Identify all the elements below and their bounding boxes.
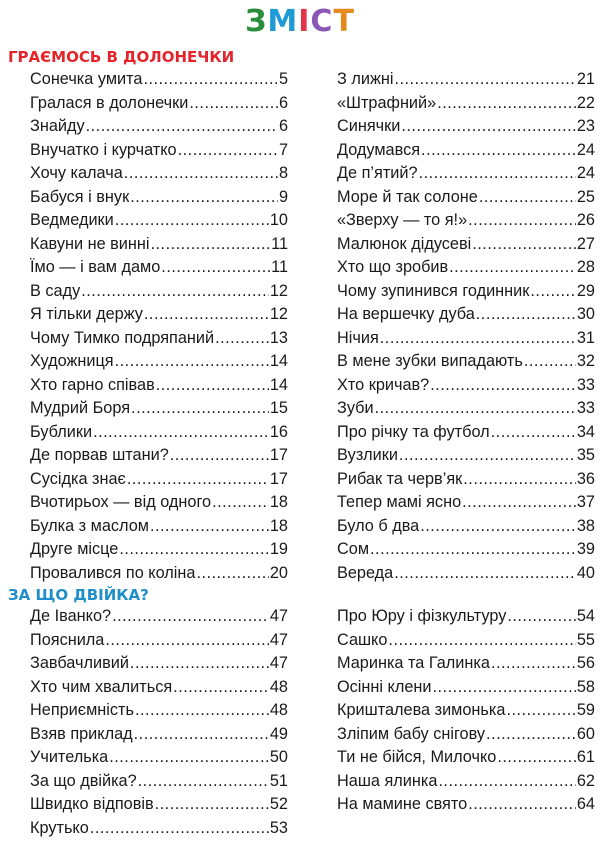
- dot-leader: [155, 795, 269, 814]
- toc-entry-page: 5: [278, 70, 288, 88]
- dot-leader: [394, 70, 575, 89]
- toc-entry[interactable]: [337, 493, 595, 517]
- toc-entry-page: 28: [576, 258, 595, 276]
- toc-entry[interactable]: [337, 701, 595, 725]
- toc-entry-title: Хто кричав?: [337, 375, 430, 394]
- toc-entry-page: 6: [278, 93, 288, 112]
- toc-entry-page: 27: [576, 234, 595, 253]
- toc-entry[interactable]: [337, 631, 595, 655]
- toc-entry-page: 26: [576, 211, 595, 229]
- toc-entry-page: 60: [576, 724, 595, 743]
- toc-entry[interactable]: [337, 141, 595, 165]
- toc-entry[interactable]: [30, 423, 288, 447]
- toc-entry-title: Я тільки держу: [30, 305, 143, 323]
- toc-entry[interactable]: [30, 631, 288, 655]
- dot-leader: [375, 399, 576, 418]
- toc-entry-title: Де п’ятий?: [337, 164, 418, 182]
- dot-leader: [479, 188, 576, 207]
- toc-entry-title: Внучатко і курчатко: [30, 140, 177, 159]
- toc-entry-title: Хто чим хвалиться: [30, 677, 173, 696]
- toc-entry[interactable]: [30, 352, 288, 376]
- toc-entry-page: 36: [576, 469, 595, 488]
- toc-entry[interactable]: [337, 470, 595, 494]
- toc-entry-title: Швидко відповів: [30, 795, 154, 813]
- toc-entry-page: 18: [269, 493, 288, 511]
- toc-entry-page: 47: [269, 607, 288, 625]
- toc-entry[interactable]: [30, 540, 288, 564]
- dot-leader: [124, 164, 278, 183]
- toc-entry[interactable]: [30, 772, 288, 796]
- toc-entry[interactable]: [337, 376, 595, 400]
- dot-leader: [161, 258, 270, 277]
- toc-entry-title: На мамине свято: [337, 795, 468, 813]
- toc-entry[interactable]: [337, 235, 595, 259]
- dot-leader: [196, 564, 268, 583]
- toc-entry[interactable]: [30, 470, 288, 494]
- dot-leader: [497, 748, 576, 767]
- toc-entry[interactable]: [337, 94, 595, 118]
- toc-entry-title: Додумався: [337, 140, 421, 159]
- toc-entry-page: 55: [576, 630, 595, 649]
- dot-leader: [437, 94, 576, 113]
- toc-entry-title: Сом: [337, 540, 370, 558]
- toc-entry[interactable]: [30, 819, 288, 843]
- toc-entry-page: 52: [269, 795, 288, 813]
- dot-leader: [468, 211, 576, 230]
- toc-entry-title: Було б два: [337, 516, 420, 535]
- toc-entry-title: «Штрафний»: [337, 93, 437, 112]
- toc-entry[interactable]: [30, 282, 288, 306]
- toc-entry[interactable]: [337, 188, 595, 212]
- toc-entry-title: Вчотирьох — від одного: [30, 493, 212, 511]
- dot-leader: [115, 352, 269, 371]
- dot-leader: [401, 117, 576, 136]
- toc-entry-page: 35: [576, 446, 595, 464]
- toc-entry-page: 14: [269, 375, 288, 394]
- toc-entry-page: 62: [576, 771, 595, 790]
- toc-entry-title: Кришталева зимонька: [337, 701, 506, 719]
- toc-entry-title: Друге місце: [30, 540, 119, 558]
- toc-entry-page: 50: [269, 748, 288, 766]
- toc-entry[interactable]: [337, 564, 595, 588]
- toc-entry[interactable]: [337, 654, 595, 678]
- dot-leader: [449, 258, 576, 277]
- toc-entry-title: Гралася в долонечки: [30, 93, 189, 112]
- toc-entry[interactable]: [337, 352, 595, 376]
- toc-entry[interactable]: [30, 376, 288, 400]
- toc-entry-title: Хто гарно співав: [30, 375, 155, 394]
- toc-entry-title: Неприємність: [30, 701, 134, 719]
- dot-leader: [430, 376, 576, 395]
- toc-entry-page: 11: [271, 234, 288, 253]
- dot-leader: [380, 329, 576, 348]
- toc-entry-page: 53: [269, 818, 288, 837]
- toc-entry[interactable]: [337, 117, 595, 141]
- toc-entry[interactable]: [30, 399, 288, 423]
- dot-leader: [507, 607, 576, 626]
- toc-entry-title: Пояснила: [30, 630, 105, 649]
- toc-entry-title: Вузлики: [337, 446, 398, 464]
- dot-leader: [143, 70, 278, 89]
- toc-entry-title: Крутько: [30, 818, 89, 837]
- toc-column-right: [337, 70, 595, 587]
- dot-leader: [433, 678, 576, 697]
- toc-entry[interactable]: [337, 772, 595, 796]
- toc-entry-title: Бублики: [30, 422, 93, 441]
- toc-entry-title: Ти не бійся, Милочко: [337, 748, 497, 766]
- toc-entry-page: 61: [576, 748, 595, 766]
- toc-entry-title: Мудрий Боря: [30, 399, 131, 417]
- toc-entry-title: Бабуся і внук: [30, 187, 130, 206]
- dot-leader: [399, 446, 576, 465]
- toc-entry-page: 24: [576, 140, 595, 159]
- toc-entry-page: 24: [576, 164, 595, 182]
- toc-entry-page: 13: [269, 328, 288, 347]
- toc-entry[interactable]: [30, 517, 288, 541]
- dot-leader: [144, 305, 269, 324]
- toc-entry[interactable]: [30, 188, 288, 212]
- toc-entry[interactable]: [337, 607, 595, 631]
- toc-entry-title: Булка з маслом: [30, 516, 149, 535]
- toc-entry-title: Хочу калача: [30, 164, 123, 182]
- title-letter: М: [267, 4, 299, 39]
- toc-entry-title: Малюнок дідусеві: [337, 234, 472, 253]
- toc-entry-page: 64: [576, 795, 595, 813]
- dot-leader: [212, 493, 269, 512]
- toc-entry-page: 47: [269, 630, 288, 649]
- dot-leader: [463, 470, 576, 489]
- dot-leader: [131, 399, 269, 418]
- dot-leader: [476, 305, 576, 324]
- toc-entry-title: «Зверху — то я!»: [337, 211, 468, 229]
- toc-entry-title: Про Юру і фізкультуру: [337, 607, 507, 625]
- toc-entry-page: 51: [269, 771, 288, 790]
- toc-entry-page: 20: [269, 563, 288, 582]
- toc-entry[interactable]: [337, 70, 595, 94]
- toc-entry[interactable]: [337, 329, 595, 353]
- toc-entry-page: 7: [278, 140, 288, 159]
- toc-entry-page: 17: [269, 469, 288, 488]
- toc-entry-page: 54: [576, 607, 595, 625]
- toc-entry-title: Кавуни не винні: [30, 234, 150, 253]
- toc-entry-page: 25: [576, 187, 595, 206]
- title-letter: Т: [333, 4, 355, 39]
- toc-entry[interactable]: [30, 701, 288, 725]
- toc-entry[interactable]: [30, 305, 288, 329]
- dot-leader: [419, 164, 576, 183]
- toc-entry-page: 40: [576, 563, 595, 582]
- toc-entry[interactable]: [30, 141, 288, 165]
- toc-entry-title: За що двійка?: [30, 771, 137, 790]
- toc-entry-page: 9: [278, 187, 288, 206]
- toc-entry[interactable]: [337, 748, 595, 772]
- toc-entry-page: 10: [269, 211, 288, 229]
- dot-leader: [468, 795, 576, 814]
- toc-entry[interactable]: [337, 282, 595, 306]
- dot-leader: [370, 540, 576, 559]
- toc-entry-page: 22: [576, 93, 595, 112]
- toc-entry-title: Їмо — і вам дамо: [30, 258, 161, 276]
- toc-entry-page: 33: [576, 399, 595, 417]
- toc-entry-page: 33: [576, 375, 595, 394]
- dot-leader: [112, 607, 269, 626]
- dot-leader: [394, 564, 576, 583]
- dot-leader: [93, 423, 269, 442]
- toc-entry-title: В саду: [30, 281, 81, 300]
- toc-entry[interactable]: [337, 678, 595, 702]
- toc-entry[interactable]: [30, 258, 288, 282]
- toc-entry-title: Сонечка умита: [30, 70, 143, 88]
- dot-leader: [472, 235, 576, 254]
- toc-entry[interactable]: [30, 94, 288, 118]
- title-letter: З: [245, 4, 268, 39]
- dot-leader: [119, 540, 269, 559]
- toc-entry-page: 48: [269, 677, 288, 696]
- toc-entry-title: Нічия: [337, 328, 379, 347]
- dot-leader: [189, 94, 278, 113]
- dot-leader: [81, 282, 269, 301]
- toc-entry-page: 32: [576, 352, 595, 370]
- toc-entry-title: Море й так солоне: [337, 187, 478, 206]
- dot-leader: [491, 423, 576, 442]
- toc-entry[interactable]: [30, 70, 288, 94]
- dot-leader: [524, 352, 576, 371]
- toc-entry-title: Сусідка знає: [30, 469, 126, 488]
- toc-entry-title: На вершечку дуба: [337, 305, 475, 323]
- toc-entry-page: 17: [269, 446, 288, 464]
- toc-entry[interactable]: [30, 117, 288, 141]
- toc-entry-page: 38: [576, 516, 595, 535]
- toc-entry[interactable]: [337, 725, 595, 749]
- dot-leader: [506, 701, 575, 720]
- toc-entry-title: Хто що зробив: [337, 258, 449, 276]
- dot-leader: [86, 117, 278, 136]
- toc-entry-page: 23: [576, 117, 595, 135]
- toc-entry[interactable]: [337, 517, 595, 541]
- dot-leader: [130, 654, 269, 673]
- toc-entry[interactable]: [337, 258, 595, 282]
- dot-leader: [90, 819, 269, 838]
- toc-entry-title: З лижні: [337, 70, 394, 88]
- toc-entry-page: 58: [576, 677, 595, 696]
- dot-leader: [421, 141, 576, 160]
- toc-entry[interactable]: [30, 235, 288, 259]
- toc-entry-title: Учителька: [30, 748, 109, 766]
- toc-entry-page: 15: [269, 399, 288, 417]
- toc-entry-title: Де Іванко?: [30, 607, 112, 625]
- toc-entry-title: Де порвав штани?: [30, 446, 169, 464]
- toc-entry-title: Взяв приклад: [30, 724, 133, 743]
- title-letter: С: [310, 4, 334, 39]
- dot-leader: [135, 701, 269, 720]
- toc-entry-page: 39: [576, 540, 595, 558]
- toc-entry[interactable]: [30, 493, 288, 517]
- toc-entry-title: Сашко: [337, 630, 388, 649]
- dot-leader: [105, 631, 269, 650]
- toc-entry-page: 37: [576, 493, 595, 511]
- toc-entry-page: 6: [278, 117, 288, 135]
- toc-entry[interactable]: [337, 446, 595, 470]
- section-heading: ЗА ЩО ДВІЙКА?: [8, 586, 149, 604]
- toc-entry[interactable]: [337, 305, 595, 329]
- toc-entry-page: 16: [269, 422, 288, 441]
- toc-entry-title: Зуби: [337, 399, 374, 417]
- toc-entry-page: 34: [576, 422, 595, 441]
- toc-entry-page: 56: [576, 654, 595, 672]
- toc-entry[interactable]: [30, 725, 288, 749]
- toc-entry-page: 11: [271, 258, 288, 276]
- dot-leader: [486, 725, 576, 744]
- dot-leader: [130, 188, 278, 207]
- toc-entry-title: Ведмедики: [30, 211, 114, 229]
- dot-leader: [156, 376, 269, 395]
- toc-entry[interactable]: [30, 329, 288, 353]
- toc-entry[interactable]: [30, 446, 288, 470]
- dot-leader: [151, 235, 271, 254]
- dot-leader: [388, 631, 575, 650]
- toc-entry-title: Про річку та футбол: [337, 422, 490, 441]
- toc-entry-page: 12: [269, 305, 288, 323]
- toc-entry[interactable]: [337, 164, 595, 188]
- toc-entry-page: 48: [269, 701, 288, 719]
- toc-entry[interactable]: [337, 211, 595, 235]
- dot-leader: [530, 282, 575, 301]
- toc-entry-title: Рибак та черв’як: [337, 469, 463, 488]
- toc-entry-page: 18: [269, 516, 288, 535]
- toc-entry-page: 30: [576, 305, 595, 323]
- toc-entry[interactable]: [30, 678, 288, 702]
- toc-entry[interactable]: [30, 607, 288, 631]
- toc-column-left: [30, 607, 288, 842]
- toc-entry-title: Осінні клени: [337, 677, 432, 696]
- title-letter: І: [298, 4, 311, 39]
- toc-entry-page: 14: [269, 352, 288, 370]
- dot-leader: [491, 654, 576, 673]
- toc-entry[interactable]: [30, 164, 288, 188]
- toc-entry[interactable]: [337, 795, 595, 819]
- toc-entry-page: 8: [278, 164, 288, 182]
- toc-entry-title: Провалився по коліна: [30, 563, 196, 582]
- toc-entry-page: 59: [576, 701, 595, 719]
- toc-entry[interactable]: [337, 540, 595, 564]
- toc-entry-page: 49: [269, 724, 288, 743]
- toc-entry[interactable]: [30, 795, 288, 819]
- page-title: [0, 4, 600, 39]
- toc-entry-page: 29: [576, 281, 595, 300]
- toc-entry-page: 12: [269, 281, 288, 300]
- toc-entry-title: Завбачливий: [30, 654, 129, 672]
- toc-entry-title: Маринка та Галинка: [337, 654, 490, 672]
- toc-column-left: [30, 70, 288, 587]
- toc-entry-page: 21: [576, 70, 595, 88]
- dot-leader: [138, 772, 269, 791]
- toc-entry-title: Тепер мамі ясно: [337, 493, 462, 511]
- toc-entry-page: 31: [576, 328, 595, 347]
- toc-entry[interactable]: [30, 654, 288, 678]
- toc-entry-title: В мене зубки випадають: [337, 352, 523, 370]
- dot-leader: [127, 470, 269, 489]
- toc-entry-title: Синячки: [337, 117, 401, 135]
- toc-entry-title: Наша ялинка: [337, 771, 438, 790]
- section-heading: ГРАЄМОСЬ В ДОЛОНЕЧКИ: [8, 48, 235, 66]
- toc-entry[interactable]: [30, 211, 288, 235]
- toc-entry[interactable]: [30, 748, 288, 772]
- toc-entry-title: Чому зупинився годинник: [337, 281, 530, 300]
- dot-leader: [462, 493, 576, 512]
- toc-entry-title: Вереда: [337, 563, 394, 582]
- dot-leader: [109, 748, 269, 767]
- toc-entry[interactable]: [337, 399, 595, 423]
- toc-entry-title: Зліпим бабу снігову: [337, 724, 486, 743]
- dot-leader: [134, 725, 269, 744]
- toc-entry-page: 47: [269, 654, 288, 672]
- toc-entry-title: Художниця: [30, 352, 114, 370]
- toc-entry-page: 19: [269, 540, 288, 558]
- dot-leader: [215, 329, 269, 348]
- dot-leader: [420, 517, 576, 536]
- toc-entry[interactable]: [337, 423, 595, 447]
- toc-entry-title: Знайду: [30, 117, 85, 135]
- toc-entry-title: Чому Тимко подряпаний: [30, 328, 215, 347]
- toc-entry[interactable]: [30, 564, 288, 588]
- dot-leader: [178, 141, 278, 160]
- dot-leader: [438, 772, 575, 791]
- dot-leader: [173, 678, 269, 697]
- dot-leader: [115, 211, 269, 230]
- toc-column-right: [337, 607, 595, 819]
- dot-leader: [150, 517, 269, 536]
- dot-leader: [170, 446, 269, 465]
